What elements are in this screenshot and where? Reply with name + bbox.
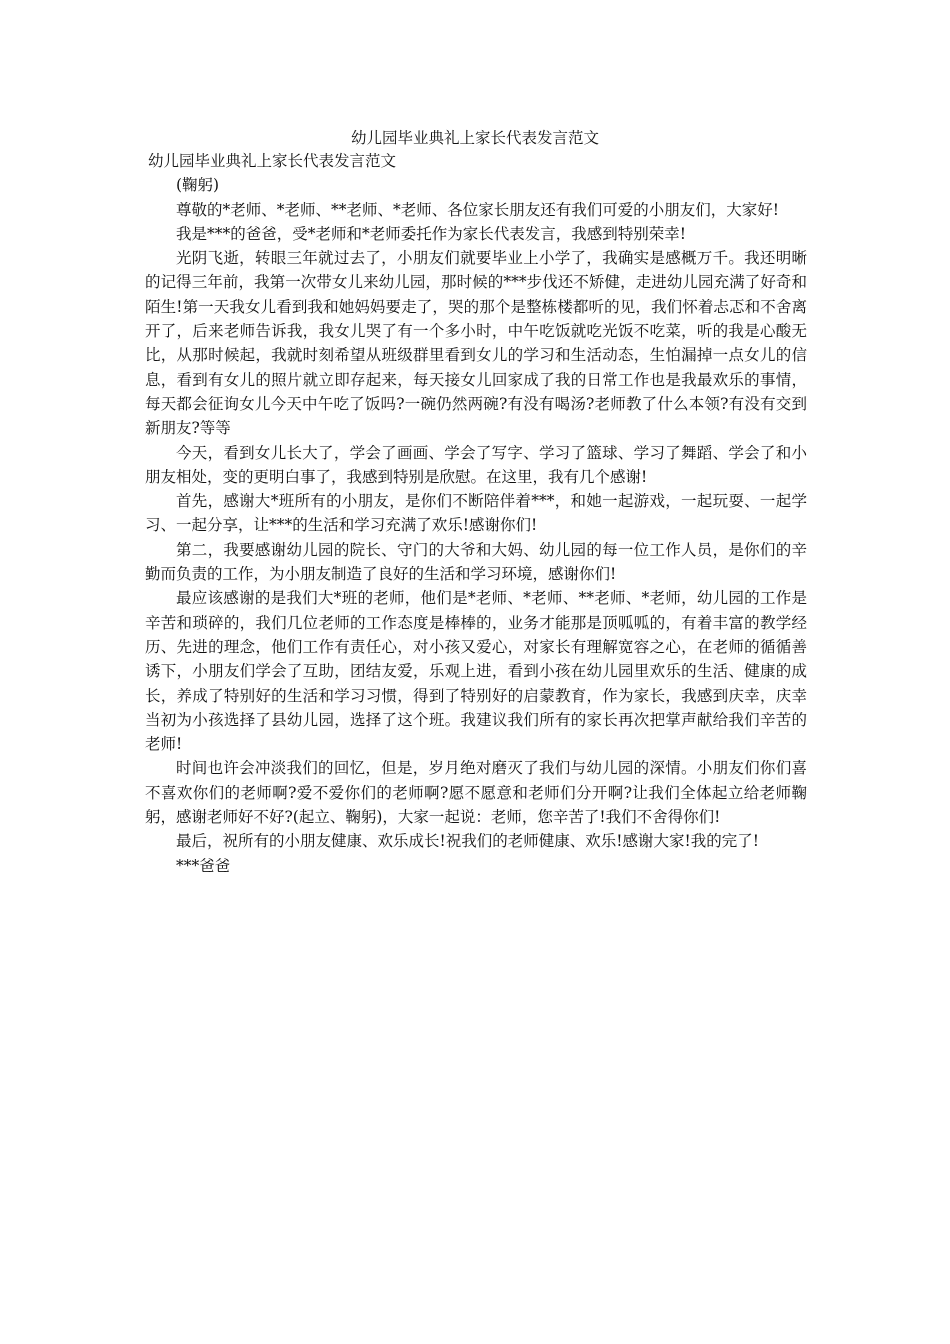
document-subtitle: 幼儿园毕业典礼上家长代表发言范文 xyxy=(148,152,397,170)
paragraph-greeting: 尊敬的*老师、*老师、**老师、*老师、各位家长朋友还有我们可爱的小朋友们，大家好! xyxy=(176,200,779,219)
paragraph-thanks-staff: 第二，我要感谢幼儿园的院长、守门的大爷和大妈、幼儿园的每一位工作人员，是你们的辛勤而负责的工作，为小朋友制造了良好的生活和学习环境，感谢你们! xyxy=(145,540,807,584)
paragraph-signature: ***爸爸 xyxy=(176,856,231,875)
paragraph-introduction: 我是***的爸爸，受*老师和*老师委托作为家长代表发言，我感到特别荣幸! xyxy=(176,224,686,243)
document-body xyxy=(145,149,807,878)
paragraph-thanks-classmates: 首先，感谢大*班所有的小朋友，是你们不断陪伴着***，和她一起游戏，一起玩耍、一起学习、一起分享，让***的生活和学习充满了欢乐!感谢你们! xyxy=(145,492,807,535)
paragraph-bow: (鞠躬) xyxy=(176,176,220,195)
document-title: 幼儿园毕业典礼上家长代表发言范文 xyxy=(350,129,599,147)
paragraph-farewell: 时间也许会冲淡我们的回忆，但是，岁月绝对磨灭了我们与幼儿园的深情。小朋友们你们喜不喜欢你们的老师啊?爱不爱你们的老师啊?愿不愿意和老师们分开啊?让我们全体起立给老师鞠躬，感谢老师好不好?(起立、鞠躬)，大家一起说：老师，您辛苦了!我们不舍得你们! xyxy=(145,759,807,827)
paragraph-memories: 光阴飞逝，转眼三年就过去了，小朋友们就要毕业上小学了，我确实是感概万千。我还明晰的记得三年前，我第一次带女儿来幼儿园，那时候的***步伐还不矫健，走进幼儿园充满了好奇和陌生!第一天我女儿看到我和她妈妈要走了，哭的那个是整栋楼都听的见，我们怀着忐忑和不舍离开了，后来老师告诉我，我女儿哭了有一个多小时，中午吃饭就吃光饭不吃菜，听的我是心酸无比，从那时候起，我就时刻希望从班级群里看到女儿的学习和生活动态，生怕漏掉一点女儿的信息，看到有女儿的照片就立即存起来，每天接女儿回家成了我的日常工作也是我最欢乐的事情，每天都会征询女儿今天中午吃了饭吗?一碗仍然两碗?有没有喝汤?老师教了什么本领?有没有交到新朋友?等等 xyxy=(145,249,807,438)
paragraph-closing: 最后，祝所有的小朋友健康、欢乐成长!祝我们的老师健康、欢乐!感谢大家!我的完了! xyxy=(176,832,759,851)
paragraph-growth: 今天，看到女儿长大了，学会了画画、学会了写字、学习了篮球、学习了舞蹈、学会了和小朋友相处，变的更明白事了，我感到特别是欣慰。在这里，我有几个感谢! xyxy=(145,443,807,486)
paragraph-thanks-teachers: 最应该感谢的是我们大*班的老师，他们是*老师、*老师、**老师、*老师，幼儿园的工作是辛苦和琐碎的，我们几位老师的工作态度是棒棒的，业务才能那是顶呱呱的，有着丰富的教学经历、先进的理念，他们工作有责任心，对小孩又爱心，对家长有理解宽容之心，在老师的循循善诱下，小朋友们学会了互助，团结友爱，乐观上进，看到小孩在幼儿园里欢乐的生活、健康的成长，养成了特别好的生活和学习习惯，得到了特别好的启蒙教育，作为家长，我感到庆幸，庆幸当初为小孩选择了县幼儿园，选择了这个班。我建议我们所有的家长再次把掌声献给我们辛苦的老师! xyxy=(145,589,807,754)
